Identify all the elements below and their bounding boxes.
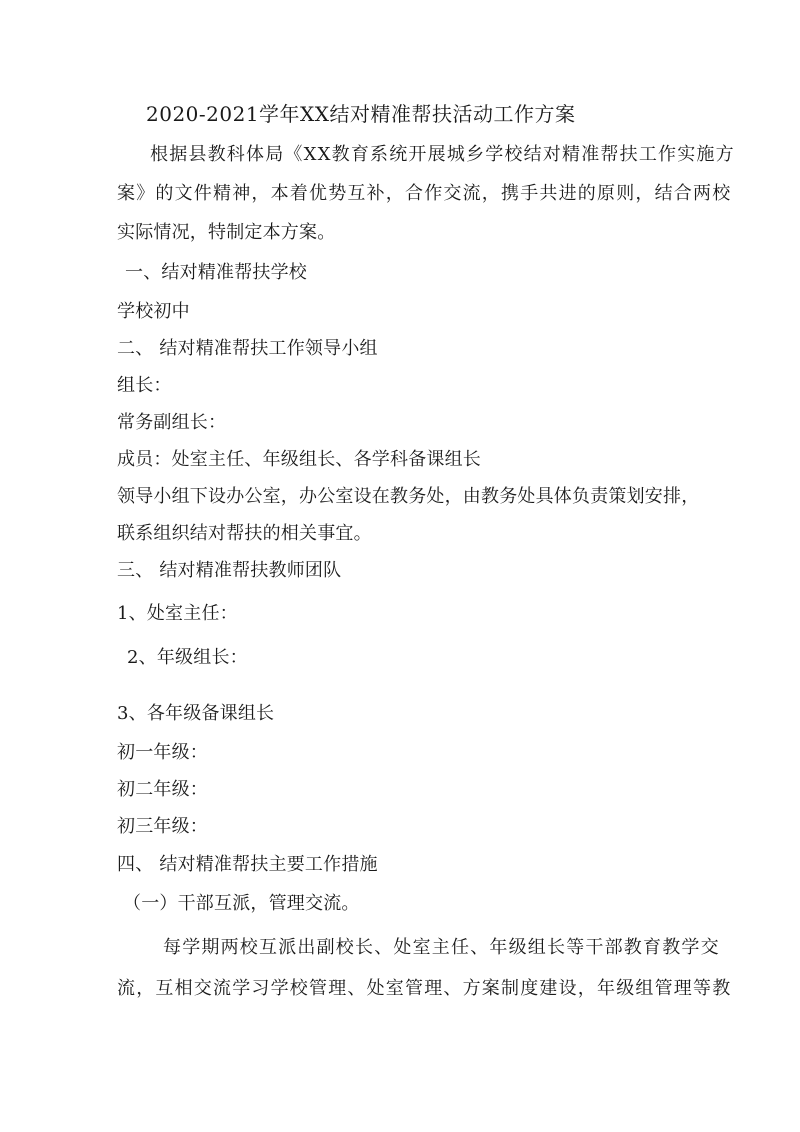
section3-item-2: 2、年级组长： [127, 647, 248, 668]
section4-para-line-2: 流，互相交流学习学校管理、处室管理、方案制度建设，年级组管理等教 [117, 978, 732, 999]
section3-grade-1: 初一年级： [117, 742, 208, 763]
section3-grade-2: 初二年级： [117, 779, 208, 800]
section2-deputy: 常务副组长： [117, 412, 227, 433]
section2-heading: 二、 结对精准帮扶工作领导小组 [117, 338, 378, 359]
section3-item-3: 3、各年级备课组长 [117, 703, 275, 724]
section3-grade-3: 初三年级： [117, 816, 208, 837]
section4-heading: 四、 结对精准帮扶主要工作措施 [117, 854, 378, 875]
section2-office-line-1: 领导小组下设办公室，办公室设在教务处，由教务处具体负责策划安排， [117, 486, 700, 507]
section2-members: 成员：处室主任、年级组长、各学科备课组长 [117, 449, 481, 470]
intro-line-3: 实际情况，特制定本方案。 [117, 222, 336, 243]
section4-para-line-1: 每学期两校互派出副校长、处室主任、年级组长等干部教育教学交 [163, 937, 720, 958]
section3-heading: 三、 结对精准帮扶教师团队 [117, 560, 342, 581]
section1-heading: 一、结对精准帮扶学校 [125, 262, 307, 283]
intro-line-1: 根据县教科体局《XX教育系统开展城乡学校结对精准帮扶工作实施方 [150, 144, 735, 165]
section1-body: 学校初中 [117, 301, 190, 322]
section4-subheading-1: （一）干部互派，管理交流。 [123, 893, 360, 914]
intro-line-2: 案》的文件精神，本着优势互补，合作交流，携手共进的原则，结合两校 [117, 183, 732, 204]
section3-item-1: 1、处室主任： [117, 603, 238, 624]
section2-leader: 组长： [117, 375, 172, 396]
section2-office-line-2: 联系组织结对帮扶的相关事宜。 [117, 523, 372, 544]
document-title: 2020-2021学年XX结对精准帮扶活动工作方案 [146, 102, 576, 126]
